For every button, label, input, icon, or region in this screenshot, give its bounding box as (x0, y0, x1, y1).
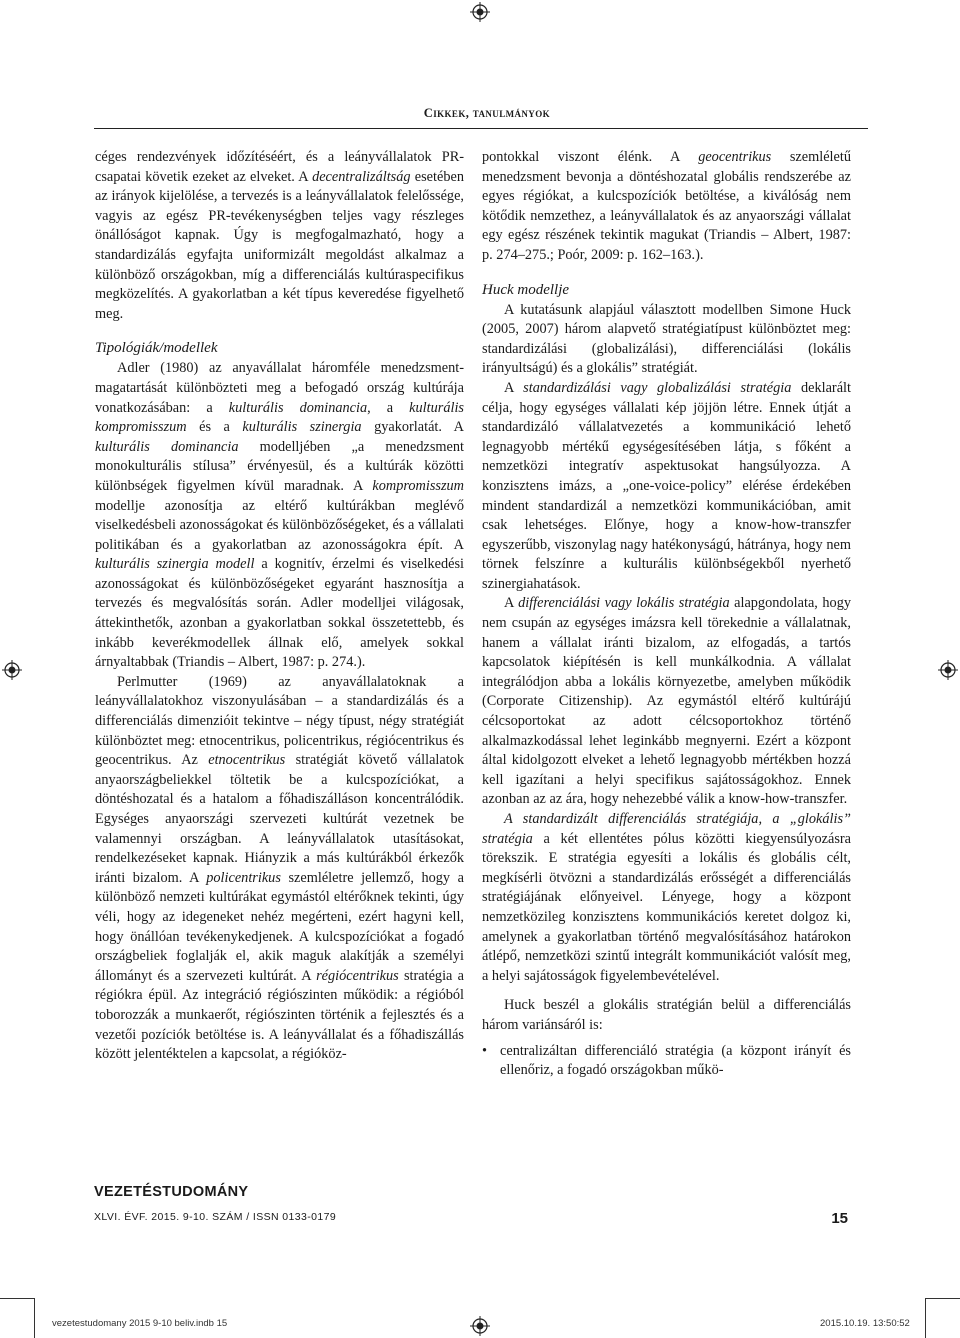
paragraph: A standardizálási vagy globalizálási stratégia deklarált célja, hogy egységes vállalati kép jöjjön létre. Ennek útját a standardizáló vállalatvezetés a kommunikáció lehető legnagyobb mértékű egységesítésében látja, s főként a nemzetközi integratív aspektusokat hangsúlyozza. A konzisztens imázs, a „one-voice-policy” elérése érdekében mindent standardizál a nemzetközi kommunikációban, amit csak lehetséges. Előnye, hogy a know-how-transzfer egyszerűbb, viszonylag nagy hatékonyságú, hátránya, hogy nem törnek felszínre a kulturális különbségekből nyerhető szinergiahatások. (482, 379, 851, 592)
paragraph: pontokkal viszont élénk. A geocentrikus szemléletű menedzsment bevonja a döntéshozatal globális rendszerébe az egyes régiókat, a kulcspozíciók betöltése, a kiválóság nem kötődik nemzethez, a leányvállalatok és az anyaországi vállalat egy egész részének tekintik magukat (Triandis – Albert, 1987: p. 274–275.; Poór, 2009: p. 162–163.). (482, 149, 851, 263)
crop-mark (34, 1298, 35, 1338)
bullet-icon: • (482, 1042, 488, 1059)
paragraph: Huck beszél a glokális stratégián belül a differenciálás három variánsáról is: (482, 997, 851, 1033)
section-heading: Tipológiák/modellek (95, 340, 218, 357)
slug-filename: vezetestudomany 2015 9-10 beliv.indb 15 (52, 1318, 228, 1329)
left-column (95, 148, 464, 1065)
list-item (482, 1042, 851, 1081)
paragraph: A differenciálási vagy lokális stratégia alapgondolata, hogy nem csupán az egységes imázsra kell törekednie a vállalatnak, hanem a vállalat iránti bizalom, az elfogadás, a tartós kapcsolatok kiépítésén is kell munkálkodnia. A vállalat integrálódjon abba a lokális környezetbe, amelyben működik (Corporate Citizenship). Az egymástól eltérő kultúrájú célcsoportokat az adott célcsoportokhoz történő alkalmazkodással lehet leginkább megnyerni. Ezért a központ által kidolgozott elveket a lehető legnagyobb mértékben hozzá kell igazítani a helyi specifikus sajátosságokhoz. Ennek azonban az az ára, hogy nehezebbé válik a know-how-transzfer. (482, 595, 851, 808)
paragraph: A standardizált differenciálás stratégiája, a „glokális” stratégia a két ellentétes pólus közötti kiegyensúlyozásra törekszik. E stratégia egyesíti a lokális és globális célt, megkísérli ötvözni a standardizálás erősségét a differenciálás stratégiájának előnyeivel. Lényege, hogy a központ nemzetközileg konzisztens kommunikációs keretet dolgoz ki, amelynek a gyakorlatban történő megvalósításához határokon átlépő, nemzetközi szintű integrált kommunikációt valósít meg, a helyi sajátosságok figyelembevételével. (482, 811, 851, 984)
paragraph: céges rendezvények időzítéséért, és a leányvállalatok PR-csapatai követik ezeket az elveket. A decentralizáltság esetében az irányok kijelölése, a tervezés is a leányvállalatok felelőssége, vagyis az egész PR-tevékenységben teljes vagy részleges önállóságot kapnak. Úgy is megfogalmazható, hogy a standardizálás egyfajta uniformizált megoldást alkalmaz a különböző országokban, míg a differenciálás kultúraspecifikus megközelítés. A gyakorlatban a két típus keveredése figyelhető meg. (95, 149, 464, 322)
section-heading: Huck modellje (482, 281, 570, 298)
running-header: Cikkek, tanulmányok (423, 106, 550, 120)
registration-mark-right-icon (938, 660, 958, 680)
crop-mark (0, 1298, 34, 1299)
registration-mark-top-icon (470, 2, 490, 22)
paragraph: Perlmutter (1969) az anyavállalatoknak a leányvállalatokhoz viszonyulásában – a standardizálás és a differenciálás dimenzióit tekintve – négy típust, négy stratégiát különböztet meg: etnocentrikus, policentrikus, régiócentrikus és geocentrikus. Az etnocentrikus stratégiát követő vállalatok anyaországbeliekkel töltetik be a kulcspozíciókat, a döntéshozatal és a hatalom a főhadiszálláson koncentrálódik. Egységes anyaországi szervezeti kultúrát vezetnek be valamennyi országban. A leányvállalatok utasításokat, rendelkezéseket kapnak. Hiányzik a más kultúrákból érkezők iránti bizalom. A policentrikus szemléletre jellemző, hogy a különböző nemzeti kultúrákat egymástól eltérőknek tekinti, úgy véli, hogy az idegeneket nehéz megérteni, ezért hagyni kell, hogy önállóan tevékenykedjenek. A kulcspozíciókat a fogadó országbeliek foglalják el, akik maguk alakítják a személyi állományt és a szervezeti kultúrát. A régiócentrikus stratégia a régiókra épül. Az integráció régiószinten működik: a régióból toborozzák a munkaerőt, régiószinten történik a fejlesztés és a vezetői pozíciók betöltése is. A leányvállalat és a főhadiszállás között jelentéktelen a kapcsolat, a régióköz- (95, 673, 465, 1063)
journal-title: VEZETÉSTUDOMÁNY (94, 1184, 249, 1200)
crop-mark (926, 1298, 960, 1299)
paragraph: Adler (1980) az anyavállalat háromféle menedzsment-magatartását különbözteti meg a befogadó ország kultúrája vonatkozásában: a kulturális dominancia, a kulturális kompromisszum és a kulturális szinergia gyakorlatát. A kulturális dominancia modelljében „a menedzsment monokulturális stílusa” érvényesül, és a kultúrák közötti különbségek figyelmen kívül maradnak. A kompromisszum modellje azonosítja az eltérő kultúrákban meglévő viselkedésbeli azonosságokat és különbözőségeket, és a vállalati politikában és a gyakorlatban az azonosságokra épít. A kulturális szinergia modell a kognitív, érzelmi és viselkedési azonosságokat és különbözőségeket egyaránt hasznosítja a tervezés és megvalósítás során. Adler modelljei világosak, áttekinthetők, azonban a gyakorlatban sokkal összetettebb, és inkább keverékmodellek állnak elő, amelyek sokkal árnyaltabbak (Triandis – Albert, 1987: p. 274.). (95, 360, 465, 671)
issue-line: XLVI. ÉVF. 2015. 9-10. SZÁM / ISSN 0133-0179 (94, 1211, 337, 1223)
right-column (482, 148, 851, 1081)
crop-mark (925, 1298, 926, 1338)
paragraph: A kutatásunk alapjául választott modellben Simone Huck (2005, 2007) három alapvető stratégiatípust különböztet meg: standardizálási (globalizálási), differenciálási (lokális irányultságú) és a glokális” stratégiát. (482, 301, 851, 377)
page-number: 15 (831, 1210, 848, 1227)
registration-mark-left-icon (2, 660, 22, 680)
registration-mark-bottom-icon (470, 1316, 490, 1336)
slug-timestamp: 2015.10.19. 13:50:52 (820, 1318, 910, 1329)
list-item-text: centralizáltan differenciáló stratégia (a központ irányít és ellenőriz, a fogadó országokban műkö- (500, 1042, 851, 1079)
header-rule (94, 128, 868, 129)
